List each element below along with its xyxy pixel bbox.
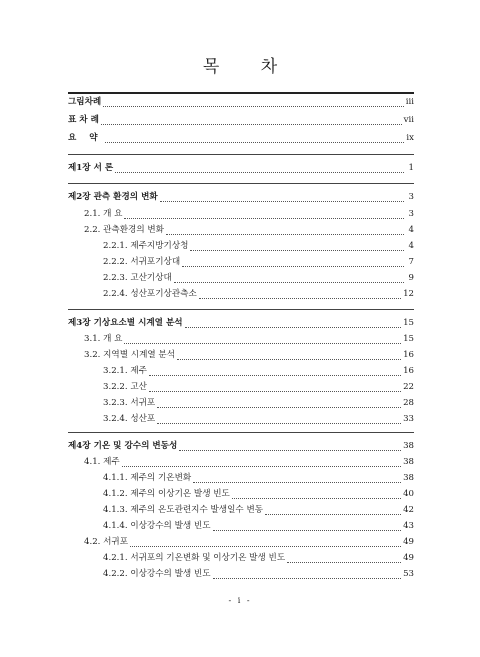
toc-page-number: 38 — [403, 457, 414, 467]
toc-entry-subsection[interactable] — [103, 489, 414, 501]
toc-entry-label: 4.1.2. 제주의 이상기온 발생 빈도 — [103, 489, 230, 499]
toc-entry-label: 2.1. 개 요 — [84, 209, 123, 219]
toc-entry-figures[interactable] — [68, 97, 414, 109]
toc-page-number: 22 — [403, 382, 414, 392]
toc-entry-label: 2.2.1. 제주지방기상청 — [103, 241, 189, 251]
leader-dots — [174, 274, 404, 283]
toc-entry-chapter-3[interactable] — [68, 318, 414, 330]
leader-dots — [105, 134, 404, 143]
toc-entry-subsection[interactable] — [103, 553, 414, 565]
toc-page-number: 16 — [403, 366, 414, 376]
toc-entry-label: 4.2.1. 서귀포의 기온변화 및 이상기온 발생 빈도 — [103, 553, 286, 563]
toc-entry-label: 4.1.1. 제주의 기온변화 — [103, 473, 192, 483]
leader-dots — [265, 506, 401, 515]
toc-entry-subsection[interactable] — [103, 569, 414, 581]
toc-entry-subsection[interactable] — [103, 273, 414, 285]
toc-entry-label: 2.2.3. 고산기상대 — [103, 273, 172, 283]
toc-entry-section[interactable] — [84, 350, 414, 362]
leader-dots — [185, 319, 401, 328]
toc-page-number: 49 — [403, 537, 414, 547]
toc-page-number: 40 — [403, 489, 414, 499]
toc-entry-chapter-4[interactable] — [68, 441, 414, 453]
toc-entry-label: 3.2.3. 서귀포 — [103, 398, 156, 408]
toc-page-number: 42 — [403, 505, 414, 515]
leader-dots — [232, 490, 401, 499]
toc-entry-section[interactable] — [84, 537, 414, 549]
toc-page-number: 4 — [408, 241, 414, 251]
toc-entry-tables[interactable] — [68, 115, 414, 127]
page-title: 목 차 — [202, 57, 296, 77]
toc-entry-chapter-2[interactable] — [68, 192, 414, 204]
leader-dots — [193, 474, 401, 483]
toc-page-number: 28 — [403, 398, 414, 408]
toc-entry-subsection[interactable] — [103, 257, 414, 269]
toc-page-number: 4 — [408, 225, 414, 235]
divider — [68, 154, 414, 155]
toc-page-number: 43 — [403, 521, 414, 531]
toc-entry-subsection[interactable] — [103, 473, 414, 485]
toc-entry-label: 제4장 기온 및 강수의 변동성 — [68, 441, 178, 451]
leader-dots — [149, 383, 401, 392]
toc-page-number: 15 — [403, 334, 414, 344]
toc-entry-label: 3.2.1. 제주 — [103, 366, 147, 376]
toc-entry-label: 2.2. 관측환경의 변화 — [84, 225, 164, 235]
toc-page-number: 53 — [403, 569, 414, 579]
toc-entry-label: 3.2.4. 성산포 — [103, 414, 156, 424]
toc-entry-label: 4.2. 서귀포 — [84, 537, 129, 547]
divider — [68, 309, 414, 310]
toc-entry-section[interactable] — [84, 209, 414, 221]
leader-dots — [177, 351, 401, 360]
leader-dots — [190, 242, 404, 251]
toc-page-number: 49 — [403, 553, 414, 563]
toc-page-number: 3 — [408, 209, 414, 219]
toc-page-number: 1 — [408, 163, 414, 173]
toc-entry-label: 3.2.2. 고산 — [103, 382, 147, 392]
leader-dots — [287, 554, 401, 563]
page-footer-number: - i - — [228, 596, 252, 605]
leader-dots — [160, 193, 404, 202]
toc-page-number: 16 — [403, 350, 414, 360]
toc-page-number: 9 — [408, 273, 414, 283]
toc-entry-label: 표 차 례 — [68, 115, 99, 125]
toc-entry-summary[interactable] — [68, 133, 414, 145]
toc-entry-label: 3.2. 지역별 시계열 분석 — [84, 350, 176, 360]
leader-dots — [101, 116, 402, 125]
toc-entry-subsection[interactable] — [103, 382, 414, 394]
toc-page-number: ix — [406, 133, 414, 143]
leader-dots — [157, 415, 401, 424]
toc-entry-subsection[interactable] — [103, 414, 414, 426]
leader-dots — [124, 335, 401, 344]
toc-page-number: 7 — [408, 257, 414, 267]
toc-entry-label: 4.1.4. 이상강수의 발생 빈도 — [103, 521, 211, 531]
leader-dots — [213, 570, 402, 579]
toc-page-number: vii — [403, 115, 414, 125]
toc-entry-label: 제2장 관측 환경의 변화 — [68, 192, 158, 202]
toc-entry-section[interactable] — [84, 334, 414, 346]
toc-page-number: 12 — [403, 289, 414, 299]
divider — [68, 432, 414, 433]
toc-page-number: 3 — [408, 192, 414, 202]
toc-entry-subsection[interactable] — [103, 521, 414, 533]
divider — [68, 183, 414, 184]
toc-entry-subsection[interactable] — [103, 505, 414, 517]
toc-entry-label: 그림차례 — [68, 97, 102, 107]
toc-entry-label: 2.2.2. 서귀포기상대 — [103, 257, 181, 267]
toc-page-number: iii — [405, 97, 414, 107]
leader-dots — [179, 442, 401, 451]
leader-dots — [149, 367, 401, 376]
toc-entry-subsection[interactable] — [103, 289, 414, 301]
toc-entry-label: 4.2.2. 이상강수의 발생 빈도 — [103, 569, 211, 579]
toc-entry-label: 4.1. 제주 — [84, 457, 120, 467]
toc-entry-subsection[interactable] — [103, 398, 414, 410]
leader-dots — [166, 226, 404, 235]
toc-entry-section[interactable] — [84, 457, 414, 469]
toc-entry-section[interactable] — [84, 225, 414, 237]
toc-entry-label: 제3장 기상요소별 시계열 분석 — [68, 318, 183, 328]
leader-dots — [182, 258, 404, 267]
toc-entry-subsection[interactable] — [103, 241, 414, 253]
divider — [68, 92, 414, 94]
leader-dots — [157, 399, 401, 408]
leader-dots — [130, 538, 401, 547]
leader-dots — [122, 458, 401, 467]
leader-dots — [199, 290, 401, 299]
toc-entry-label: 2.2.4. 성산포기상관측소 — [103, 289, 197, 299]
toc-page-number: 38 — [403, 473, 414, 483]
toc-entry-label: 3.1. 개 요 — [84, 334, 123, 344]
leader-dots — [213, 522, 402, 531]
toc-page-number: 38 — [403, 441, 414, 451]
toc-entry-label: 제1장 서 론 — [68, 163, 114, 173]
toc-entry-subsection[interactable] — [103, 366, 414, 378]
leader-dots — [124, 210, 404, 219]
toc-page-number: 15 — [403, 318, 414, 328]
leader-dots — [103, 98, 404, 107]
toc-page-number: 33 — [403, 414, 414, 424]
toc-entry-chapter-1[interactable] — [68, 163, 414, 175]
toc-entry-label: 4.1.3. 제주의 온도관련지수 발생일수 변동 — [103, 505, 264, 515]
leader-dots — [115, 164, 404, 173]
toc-entry-label: 요 약 — [68, 133, 103, 143]
